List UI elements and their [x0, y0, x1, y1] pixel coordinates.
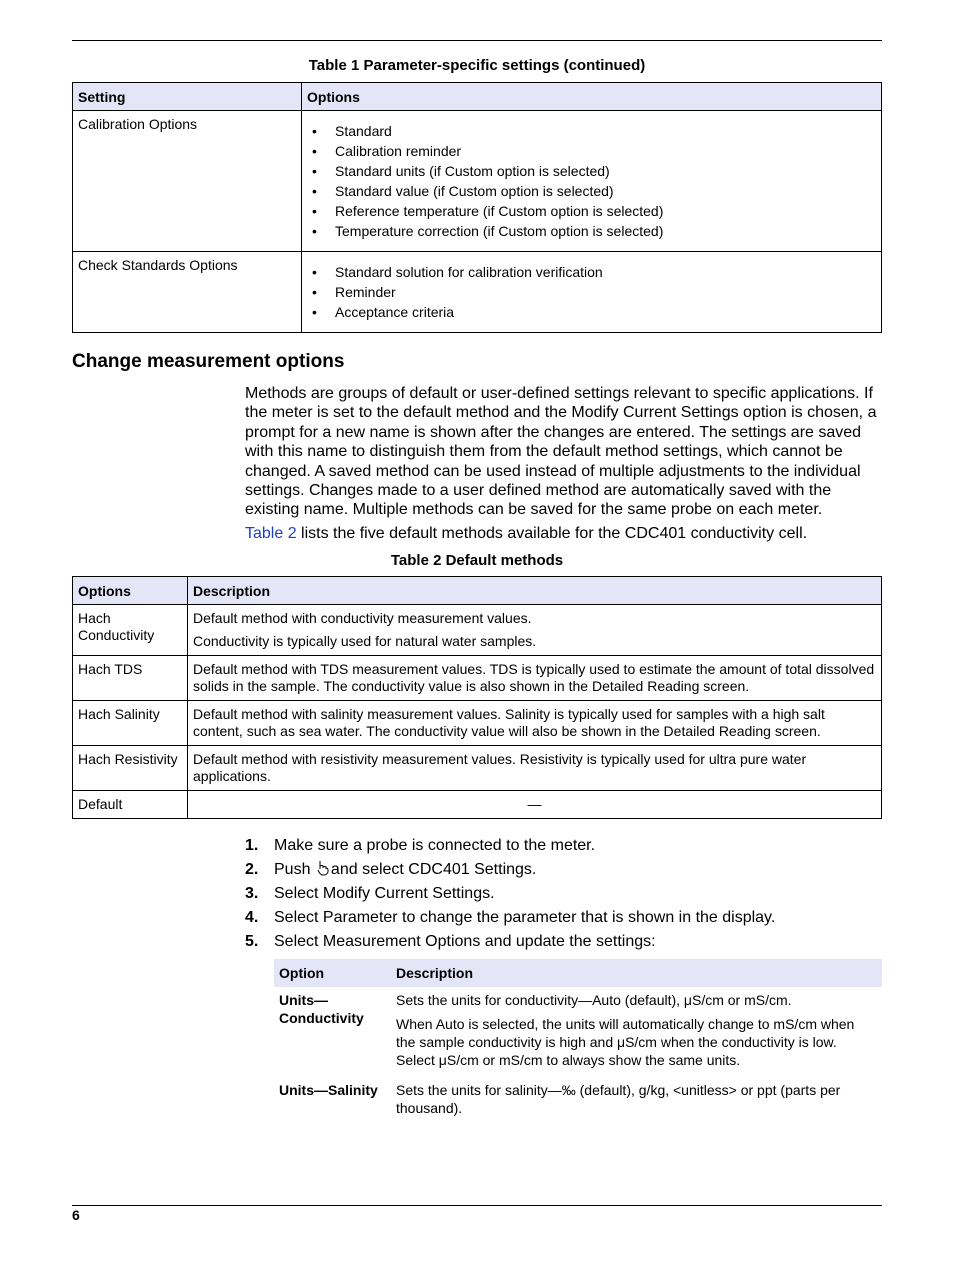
list-item: • Acceptance criteria [312, 304, 455, 320]
list-item: • Standard value (if Custom option is selected) [312, 183, 614, 199]
table-row [73, 791, 882, 819]
table2-caption: Table 2 Default methods [390, 552, 564, 569]
bullet-icon: • [312, 284, 317, 300]
method-description-cell: Default method with resistivity measurement values. Resistivity is typically used for ultra pure water applications. [188, 746, 882, 791]
step-item: 1. Make sure a probe is connected to the meter. [245, 837, 596, 854]
table2-header-description: Description [188, 577, 882, 605]
method-name-cell: Hach Conductivity [73, 605, 188, 656]
page-number: 6 [72, 1207, 80, 1223]
method-description-cell: — [188, 791, 882, 819]
table-row [73, 746, 882, 791]
step-item: 3. Select Modify Current Settings. [245, 885, 495, 902]
measurement-options-table [274, 959, 882, 1125]
setting-cell: Check Standards Options [73, 252, 302, 333]
method-description-cell: Default method with conductivity measurement values. Conductivity is typically used for natural water samples. [188, 605, 882, 656]
method-name-cell: Hach Salinity [73, 701, 188, 746]
table-row [73, 252, 882, 333]
section-heading: Change measurement options [72, 351, 345, 372]
bullet-icon: • [312, 183, 317, 199]
table-row [73, 111, 882, 252]
options-cell [302, 252, 882, 333]
options-cell [302, 111, 882, 252]
option-name-cell: Units—Conductivity [279, 992, 364, 1026]
list-item: • Reference temperature (if Custom option is selected) [312, 203, 664, 219]
table1-header-options: Options [302, 83, 882, 111]
method-description-cell: Default method with TDS measurement values. TDS is typically used to estimate the amount of total dissolved solids in the sample. The conductivity value is also shown in the Detailed Reading screen. [188, 656, 882, 701]
pointer-hand-icon [317, 860, 329, 876]
list-item: • Standard units (if Custom option is selected) [312, 163, 610, 179]
table-row [73, 605, 882, 656]
option-name-cell: Units—Salinity [279, 1082, 378, 1098]
option-description-cell: Sets the units for conductivity—Auto (default), μS/cm or mS/cm. When Auto is selected, the units will automatically change to mS/cm when the sample conductivity is high and μS/cm when the conductivity is low. Select μS/cm or mS/cm to always show the same units. [396, 992, 855, 1068]
table-row [73, 701, 882, 746]
parameter-settings-table [72, 82, 882, 333]
list-item: • Standard solution for calibration verification [312, 264, 603, 280]
options-list [307, 262, 876, 322]
method-name-cell: Default [73, 791, 188, 819]
method-description-cell: Default method with salinity measurement values. Salinity is typically used for samples with a high salt content, such as sea water. The conductivity value will also be shown in the Detailed Reading screen. [188, 701, 882, 746]
bullet-icon: • [312, 203, 317, 219]
bullet-icon: • [312, 123, 317, 139]
option-description-cell: Sets the units for salinity—‰ (default), g/kg, <unitless> or ppt (parts per thousand). [396, 1082, 841, 1116]
table-row [73, 656, 882, 701]
table2-header-options: Options [73, 577, 188, 605]
list-item: • Temperature correction (if Custom option is selected) [312, 223, 664, 239]
table2-link[interactable]: Table 2 [245, 525, 297, 542]
table-row [274, 987, 882, 1077]
setting-cell: Calibration Options [73, 111, 302, 252]
step-item: 4. Select Parameter to change the parameter that is shown in the display. [245, 909, 776, 926]
method-name-cell: Hach Resistivity [73, 746, 188, 791]
table-row [274, 1077, 882, 1125]
options-header-description: Description [391, 959, 882, 987]
list-item: • Standard [312, 123, 392, 139]
options-list [307, 121, 876, 241]
header-rule [72, 40, 882, 41]
table1-caption: Table 1 Parameter-specific settings (continued) [308, 57, 646, 74]
list-item: • Reminder [312, 284, 396, 300]
step-item: 5. Select Measurement Options and update the settings: [245, 933, 656, 950]
bullet-icon: • [312, 163, 317, 179]
table-reference-paragraph: Table 2 lists the five default methods available for the CDC401 conductivity cell. [245, 525, 808, 542]
bullet-icon: • [312, 223, 317, 239]
options-header-option: Option [274, 959, 391, 987]
method-name-cell: Hach TDS [73, 656, 188, 701]
list-item: • Calibration reminder [312, 143, 462, 159]
footer-rule [72, 1205, 882, 1206]
bullet-icon: • [312, 304, 317, 320]
bullet-icon: • [312, 264, 317, 280]
table1-header-setting: Setting [73, 83, 302, 111]
step-item: 2. Push and select CDC401 Settings. [245, 861, 537, 878]
default-methods-table [72, 576, 882, 819]
bullet-icon: • [312, 143, 317, 159]
intro-paragraph: Methods are groups of default or user-defined settings relevant to specific applications. If the meter is set to the default method and the Modify Current Settings option is chosen, a prompt for a new name is shown after the changes are entered. The settings are saved with this name to distinguish them from the default method settings, which cannot be changed. A saved method can be used instead of multiple adjustments to the individual settings. Changes made to a user defined method are automatically saved with the existing name. Multiple methods can be saved for the same probe on each meter. [245, 385, 877, 519]
procedure-steps [245, 834, 885, 954]
